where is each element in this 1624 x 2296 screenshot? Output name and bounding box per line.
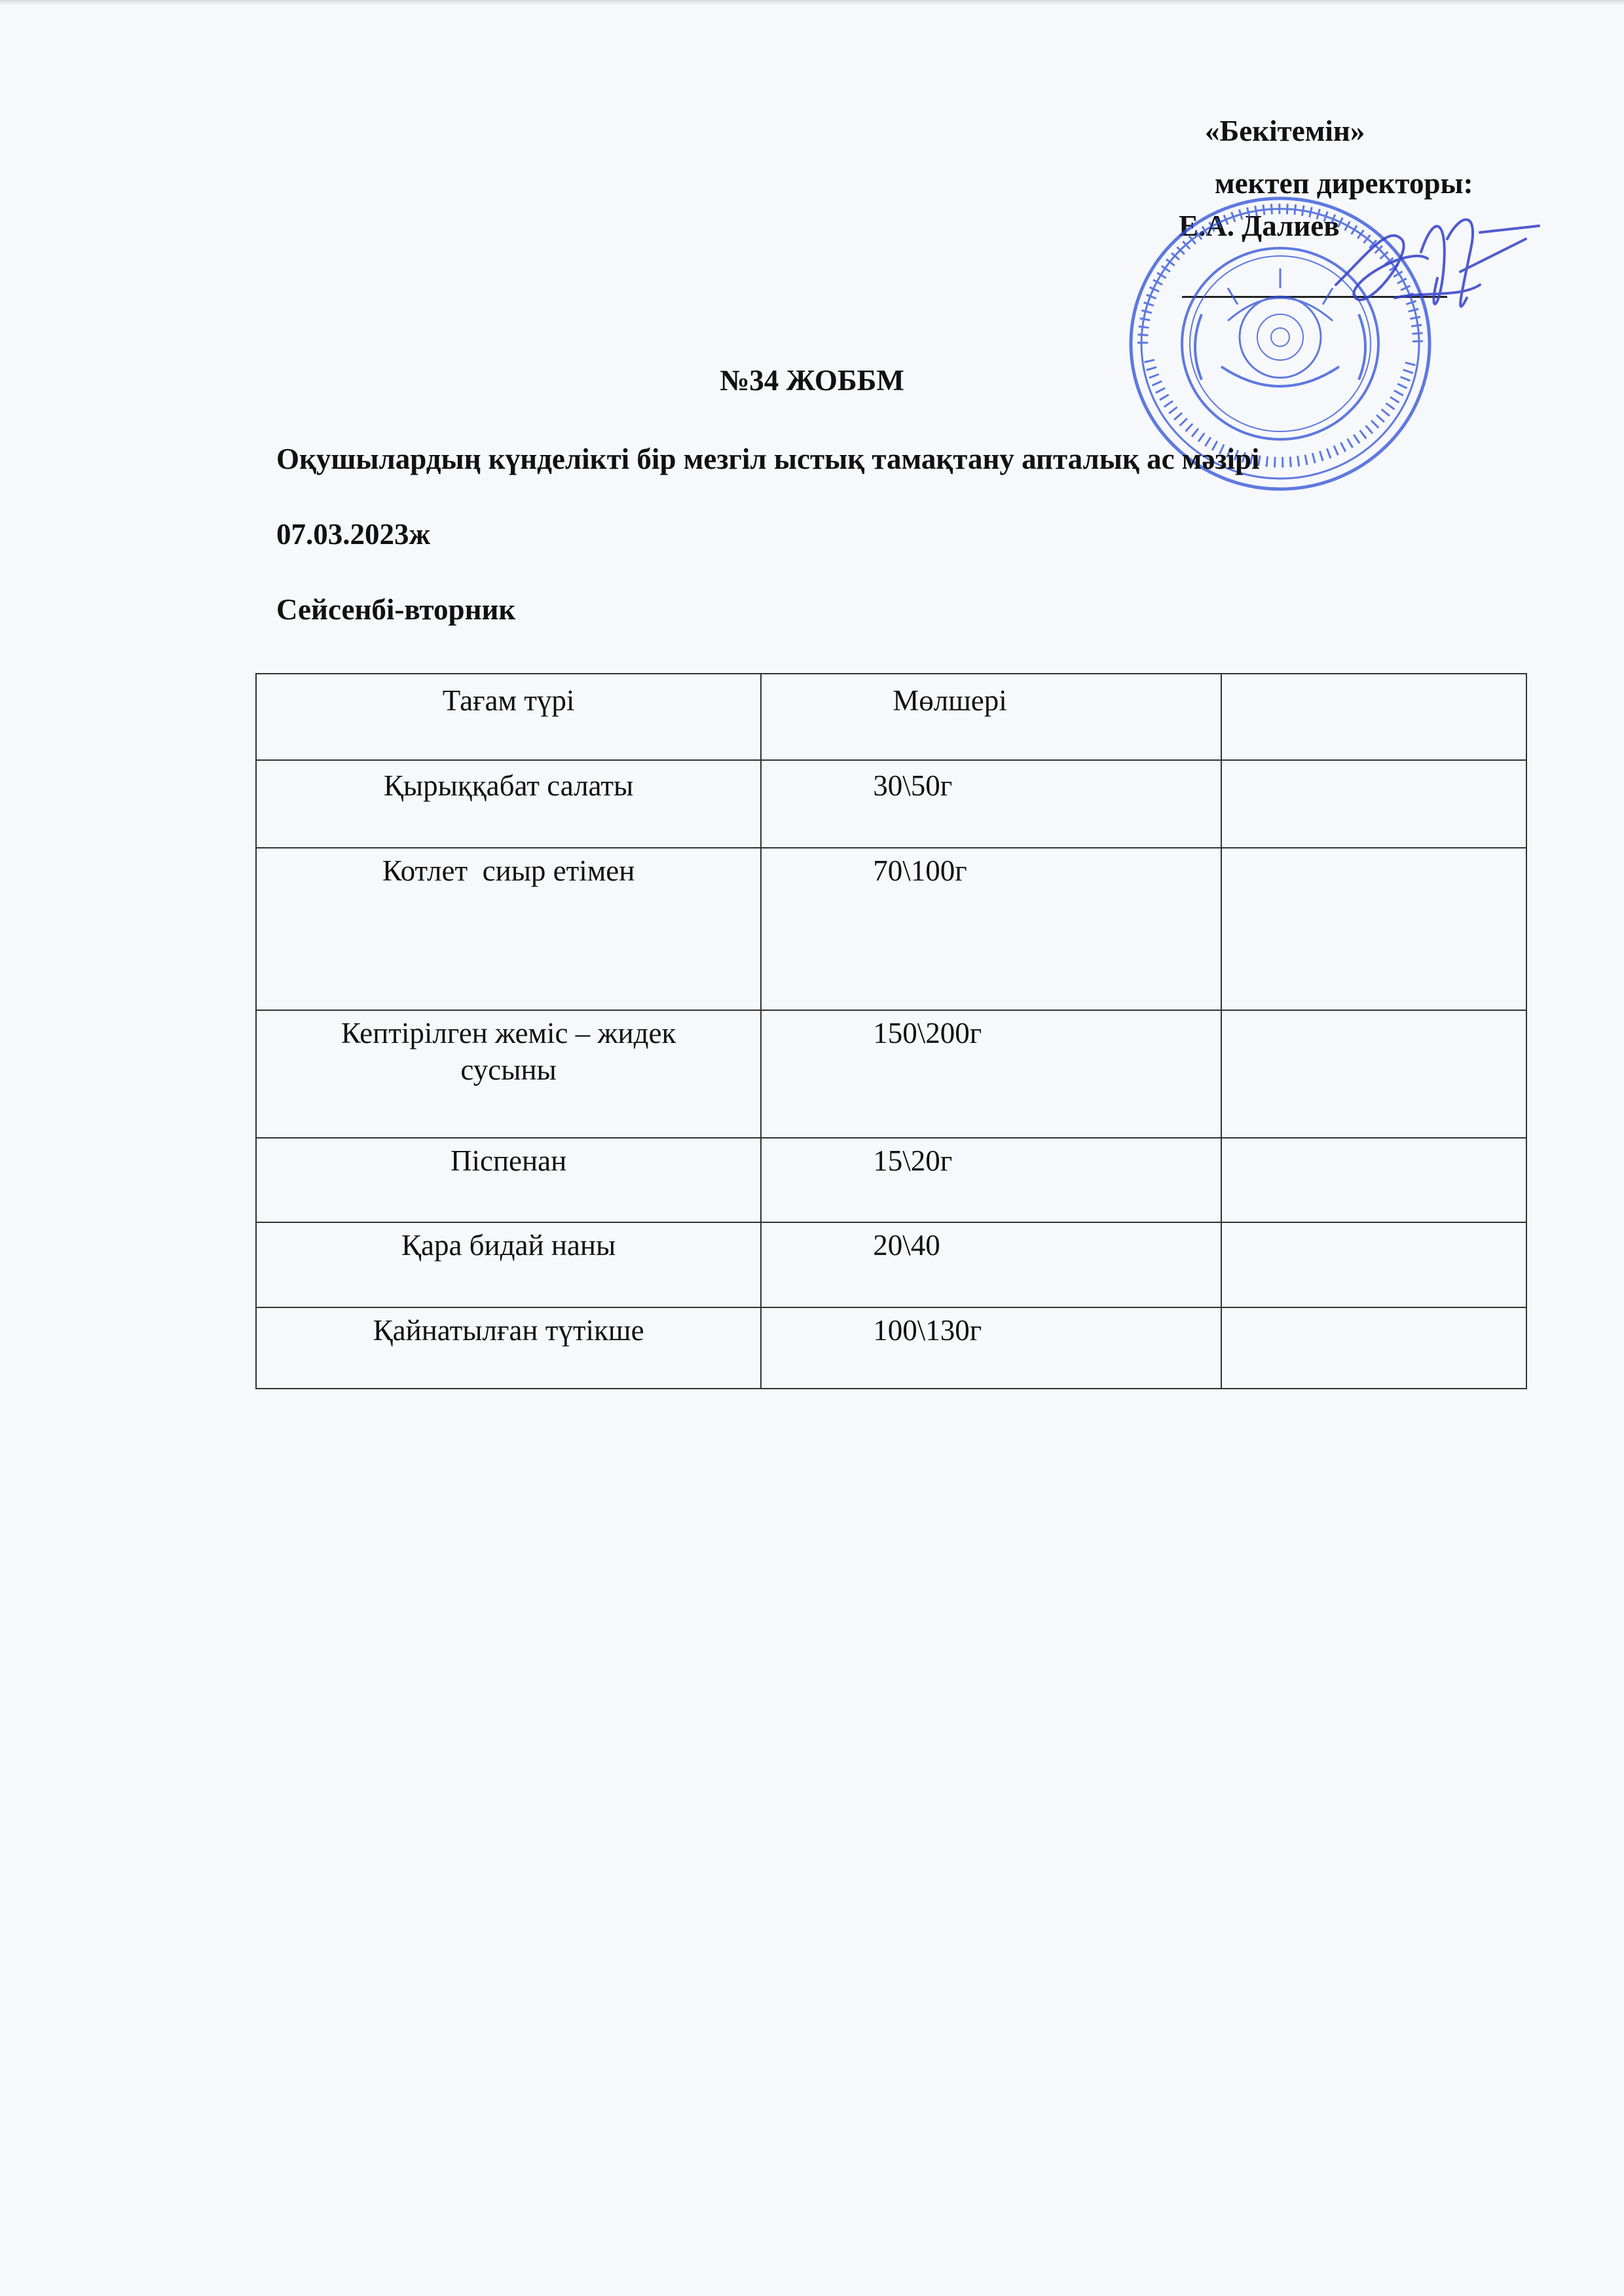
approval-line-director-name: Е.А. Далиев xyxy=(1179,210,1340,242)
dish-amount-cell: 100\130г xyxy=(761,1307,1221,1389)
dish-amount-cell: 70\100г xyxy=(761,848,1221,1010)
document-title: Оқушылардың күнделікті бір мезгіл ыстық тамақтану апталық ас мәзірі xyxy=(276,443,1260,475)
table-row xyxy=(256,760,1526,848)
day-of-week: Сейсенбі-вторник xyxy=(276,593,516,626)
document-date: 07.03.2023ж xyxy=(276,518,431,551)
dish-amount-cell: 150\200г xyxy=(761,1010,1221,1138)
dish-amount-cell: 15\20г xyxy=(761,1138,1221,1222)
dish-name-cell: Піспенан xyxy=(256,1138,761,1222)
dish-name-cell: Қырыққабат салаты xyxy=(256,760,761,848)
approval-line-approve: «Бекітемін» xyxy=(1205,115,1365,147)
dish-name-cell: Қайнатылған түтікше xyxy=(256,1307,761,1389)
scan-edge xyxy=(0,0,1624,5)
empty-cell xyxy=(1221,760,1526,848)
column-header-amount: Мөлшері xyxy=(761,674,1221,760)
empty-cell xyxy=(1221,1010,1526,1138)
empty-cell xyxy=(1221,1138,1526,1222)
table-row xyxy=(256,1222,1526,1307)
dish-amount-cell: 20\40 xyxy=(761,1222,1221,1307)
table-header-row xyxy=(256,674,1526,760)
empty-cell xyxy=(1221,1307,1526,1389)
table-row xyxy=(256,1138,1526,1222)
approval-line-position: мектеп директоры: xyxy=(1215,167,1473,200)
director-signature-icon xyxy=(1329,200,1545,331)
school-name: №34 ЖОББМ xyxy=(720,364,904,397)
column-header-extra xyxy=(1221,674,1526,760)
dish-amount-cell: 30\50г xyxy=(761,760,1221,848)
table-row xyxy=(256,1307,1526,1389)
dish-name-cell: Кептірілген жеміс – жидек сусыны xyxy=(256,1010,761,1138)
empty-cell xyxy=(1221,1222,1526,1307)
dish-name-cell: Котлет сиыр етімен xyxy=(256,848,761,1010)
table-row xyxy=(256,1010,1526,1138)
dish-name-cell: Қара бидай наны xyxy=(256,1222,761,1307)
column-header-dish: Тағам түрі xyxy=(256,674,761,760)
empty-cell xyxy=(1221,848,1526,1010)
table-row xyxy=(256,848,1526,1010)
menu-table xyxy=(255,673,1527,1389)
